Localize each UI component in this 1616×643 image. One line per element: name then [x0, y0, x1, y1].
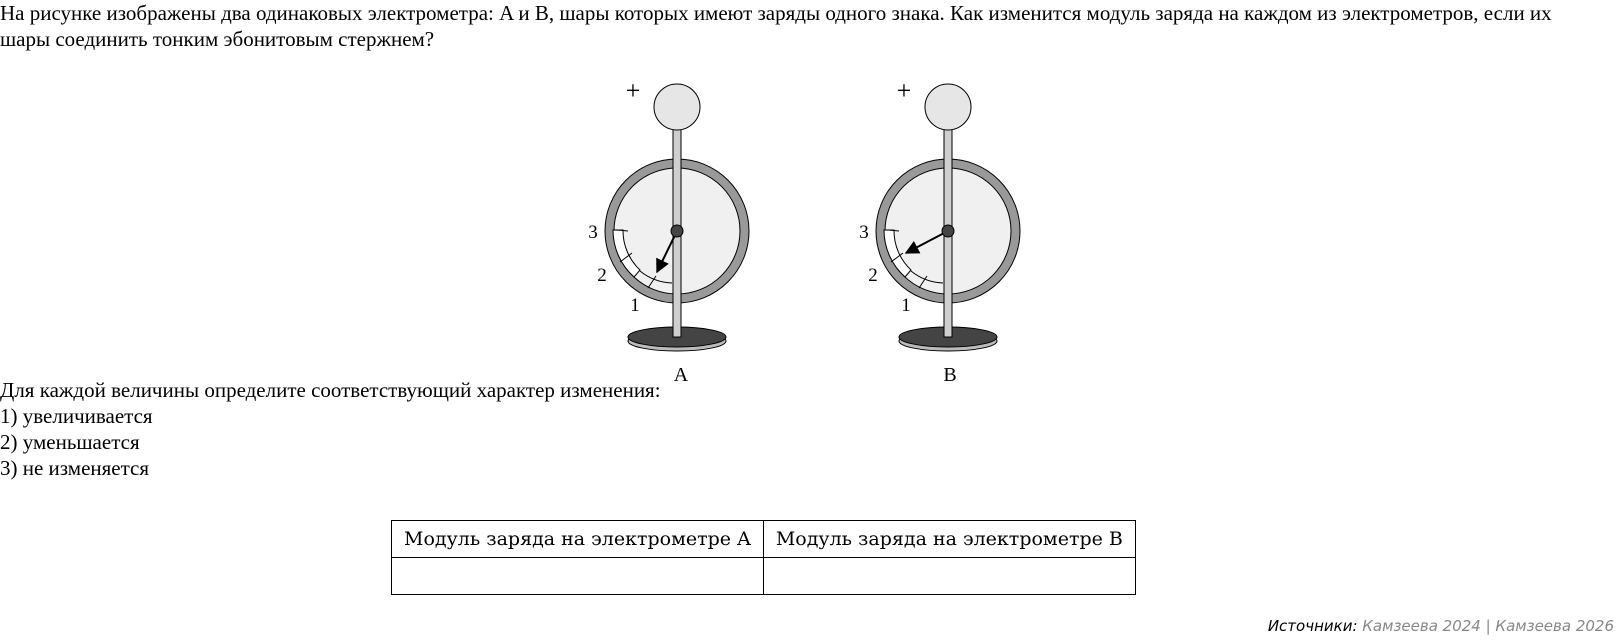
options-block — [0, 377, 661, 481]
question-text: На рисунке изображены два одинаковых электрометра: A и B, шары которых имеют заряды одного знака. Как изменится модуль заряда на каждом из электрометров, если их шары соединить тонким эбонитовым стержнем? — [0, 1, 1552, 51]
instruction-text: Для каждой величины определите соответствующий характер изменения: — [0, 378, 661, 402]
scale-label-3-b: 3 — [859, 222, 869, 243]
option-2: 2) уменьшается — [0, 430, 140, 454]
answer-header-a: Модуль заряда на электрометре A — [392, 521, 764, 558]
sources-label: Источники: — [1267, 617, 1358, 635]
scale-label-2-a: 2 — [597, 265, 607, 286]
electrometer-b — [859, 76, 1020, 386]
scale-label-1-b: 1 — [901, 295, 911, 316]
scale-label-1-a: 1 — [630, 295, 640, 316]
answer-cell-a[interactable] — [392, 558, 764, 595]
answer-cell-b[interactable] — [763, 558, 1135, 595]
option-1: 1) увеличивается — [0, 404, 153, 428]
answer-table-header-row — [392, 521, 1136, 558]
answer-table-input-row — [392, 558, 1136, 595]
scale-label-3-a: 3 — [588, 222, 598, 243]
answer-table — [391, 520, 1136, 595]
sources-value[interactable]: Камзеева 2024 | Камзеева 2026 — [1362, 617, 1614, 635]
sources-line — [1268, 617, 1614, 635]
sign-b: + — [896, 76, 912, 105]
label-a: A — [673, 364, 689, 386]
sign-a: + — [625, 76, 641, 105]
label-b: B — [943, 364, 957, 386]
scale-label-2-b: 2 — [868, 265, 878, 286]
electrometer-a — [588, 76, 749, 386]
answer-header-b: Модуль заряда на электрометре B — [763, 521, 1135, 558]
option-3: 3) не изменяется — [0, 456, 150, 480]
